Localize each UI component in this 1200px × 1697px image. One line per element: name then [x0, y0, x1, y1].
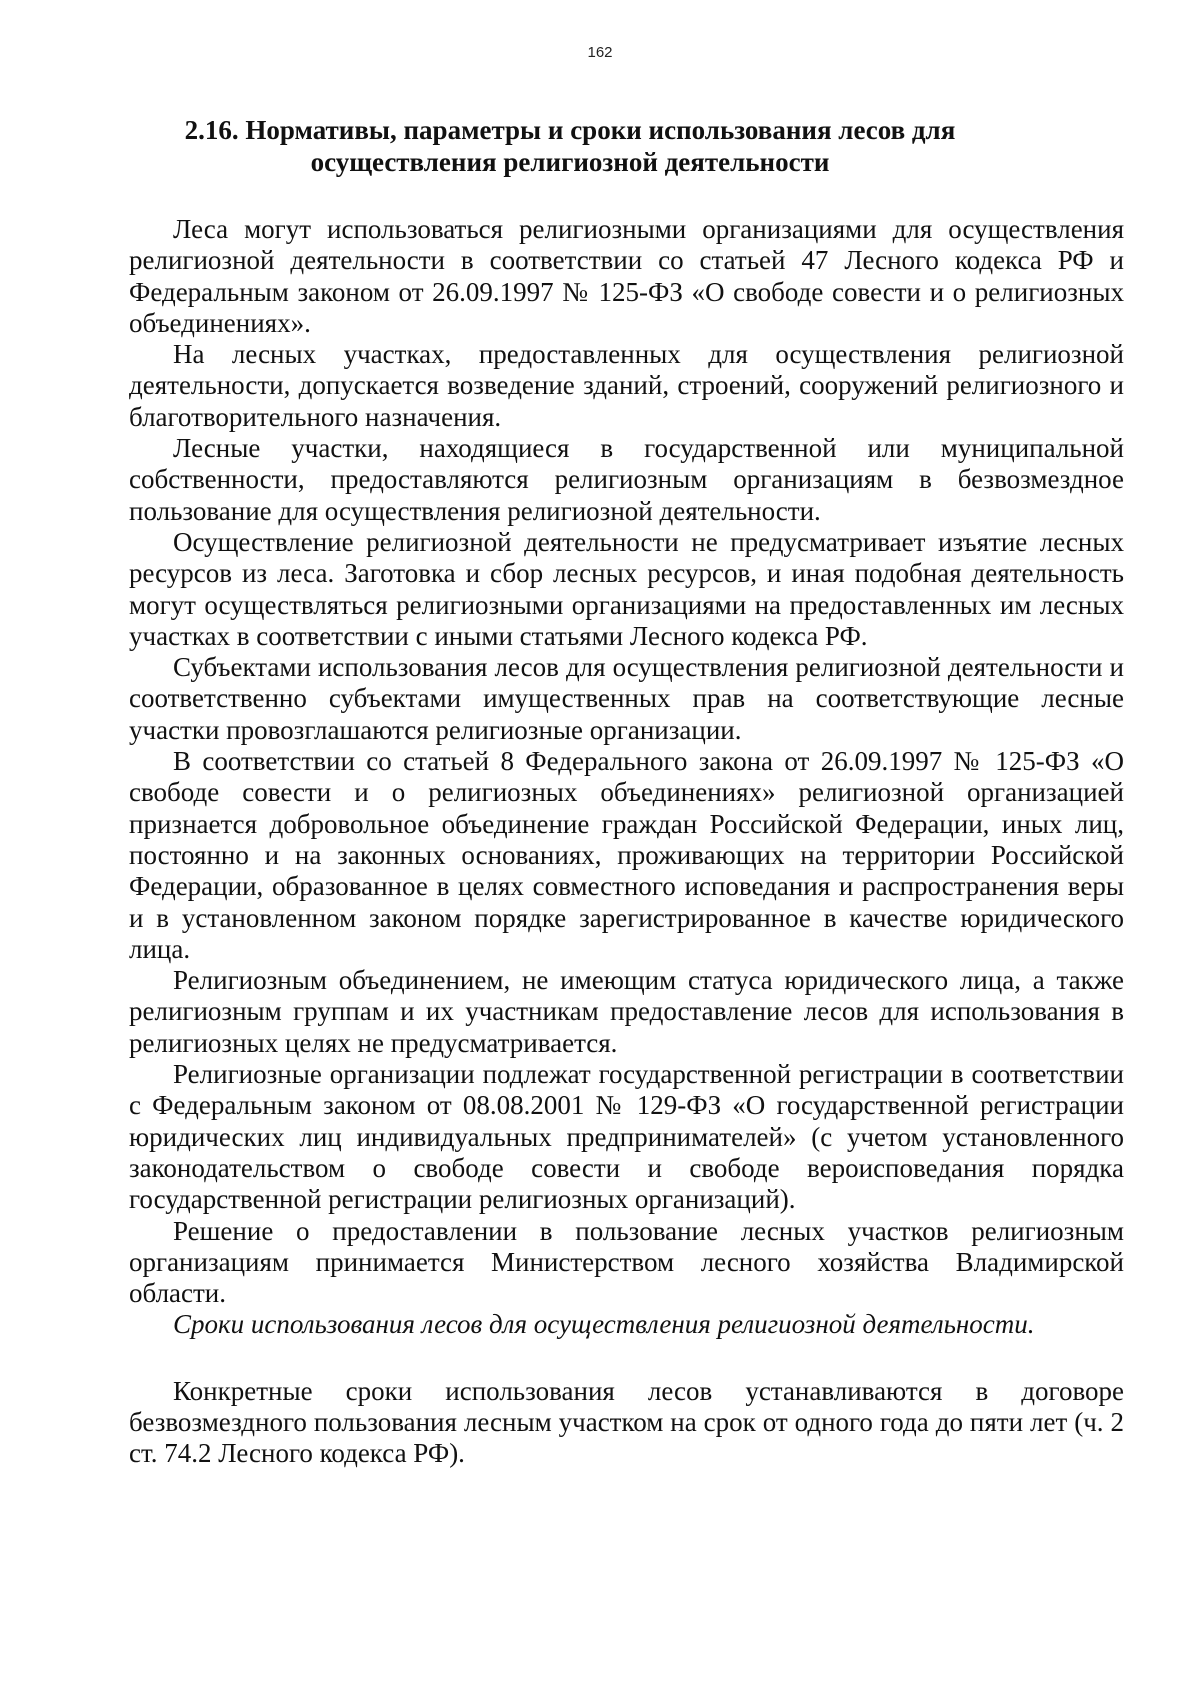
paragraph: Религиозным объединением, не имеющим статуса юридического лица, а также религиозным группам и их участникам предоставление лесов для использования в религиозных целях не предусматривается. [129, 965, 1124, 1058]
body-text [129, 214, 1124, 1470]
paragraph: Субъектами использования лесов для осуществления религиозной деятельности и соответственно субъектами имущественных прав на соответствующие лесные участки провозглашаются религиозные организации. [129, 652, 1124, 745]
page-number: 162 [587, 44, 613, 61]
section-heading-line-2: осуществления религиозной деятельности [310, 147, 830, 177]
paragraph: Лесные участки, находящиеся в государственной или муниципальной собственности, предоставляются религиозным организациям в безвозмездное пользование для осуществления религиозной деятельности. [129, 433, 1124, 526]
paragraph: Религиозные организации подлежат государственной регистрации в соответствии с Федеральным законом от 08.08.2001 № 129-ФЗ «О государственной регистрации юридических лиц индивидуальных предпринимателей» (с учетом установленного законодательством о свободе совести и свободе вероисповедания порядка государственной регистрации религиозных организаций). [129, 1059, 1124, 1215]
italic-subheading: Сроки использования лесов для осуществления религиозной деятельности. [173, 1309, 1035, 1340]
section-heading-line-1: 2.16. Нормативы, параметры и сроки использования лесов для [184, 115, 956, 145]
paragraph: Решение о предоставлении в пользование лесных участков религиозным организациям принимается Министерством лесного хозяйства Владимирской области. [129, 1215, 1124, 1309]
paragraph: В соответствии со статьей 8 Федерального закона от 26.09.1997 № 125-ФЗ «О свободе совести и о религиозных объединениях» религиозной организацией признается добровольное объединение граждан Российской Федерации, иных лиц, постоянно и на законных основаниях, проживающих на территории Российской Федерации, образованное в целях совместного исповедания и распространения веры и в установленном законом порядке зарегистрированное в качестве юридического лица. [129, 746, 1124, 964]
final-paragraph: Конкретные сроки использования лесов устанавливаются в договоре безвозмездного пользования лесным участком на срок от одного года до пяти лет (ч. 2 ст. 74.2 Лесного кодекса РФ). [129, 1375, 1124, 1469]
paragraph: На лесных участках, предоставленных для осуществления религиозной деятельности, допускается возведение зданий, строений, сооружений религиозного и благотворительного назначения. [129, 339, 1124, 432]
section-heading [120, 114, 1020, 178]
paragraph: Осуществление религиозной деятельности не предусматривает изъятие лесных ресурсов из леса. Заготовка и сбор лесных ресурсов, и иная подобная деятельность могут осуществляться религиозными организациями на предоставленных им лесных участках в соответствии с иными статьями Лесного кодекса РФ. [129, 526, 1124, 651]
paragraph: Леса могут использоваться религиозными организациями для осуществления религиозной деятельности в соответствии со статьей 47 Лесного кодекса РФ и Федеральным законом от 26.09.1997 № 125-ФЗ «О свободе совести и о религиозных объединениях». [129, 214, 1124, 338]
